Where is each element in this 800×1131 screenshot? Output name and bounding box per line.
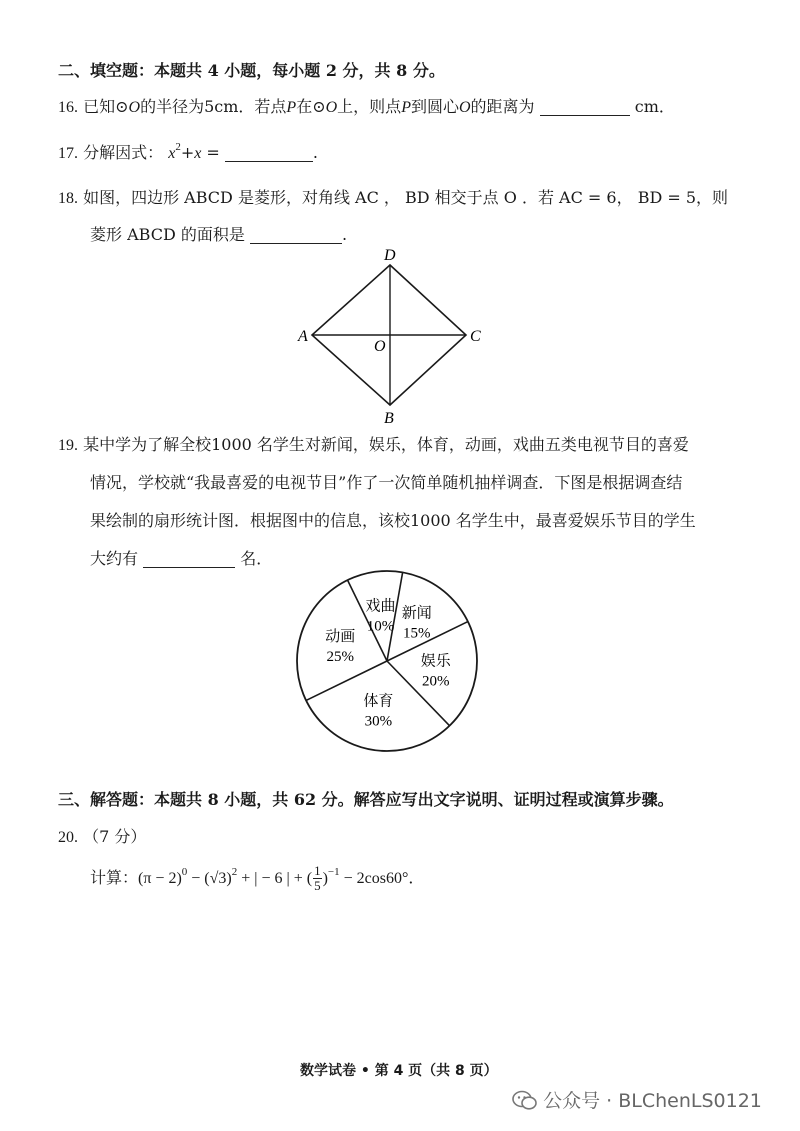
wechat-icon bbox=[512, 1089, 538, 1111]
q16-var-o: O bbox=[128, 99, 141, 116]
pie-chart bbox=[290, 564, 484, 758]
pie-value-label: 20% bbox=[421, 673, 450, 690]
q17-equals: = bbox=[201, 143, 220, 162]
q20-term-3: + | − 6 | + ( bbox=[237, 870, 313, 887]
pie-value-label: 30% bbox=[364, 713, 393, 730]
q17-prefix: 分解因式： bbox=[83, 143, 164, 162]
question-19-line-3: 果绘制的扇形统计图．根据图中的信息，该校1000 名学生中，最喜爱娱乐节目的学生 bbox=[90, 511, 696, 530]
pie-category-label: 动画 bbox=[325, 628, 356, 645]
q20-exp-2: 2 bbox=[231, 866, 238, 878]
question-19-line-4 bbox=[90, 546, 272, 569]
question-16 bbox=[58, 94, 675, 117]
question-19-line-2: 情况，学校就“我最喜爱的电视节目”作了一次简单随机抽样调查．下图是根据调查结 bbox=[90, 473, 683, 492]
q16-text-2: 的半径为5cm．若点 bbox=[140, 97, 287, 116]
section-2-heading: 二、填空题：本题共 4 小题，每小题 2 分，共 8 分。 bbox=[58, 61, 445, 80]
q20-prefix: 计算： bbox=[90, 868, 139, 887]
q16-text-5: 到圆心 bbox=[410, 97, 459, 116]
q20-fraction bbox=[313, 864, 322, 893]
q16-text-4: 上，则点 bbox=[337, 97, 402, 116]
question-19-number: 19. bbox=[58, 437, 78, 454]
q20-points: （7 分） bbox=[83, 827, 147, 846]
pie-value-label: 25% bbox=[326, 648, 354, 665]
question-20-header bbox=[58, 824, 146, 847]
answer-blank[interactable] bbox=[225, 143, 313, 162]
q16-unit: cm． bbox=[634, 97, 675, 116]
q17-plus: + bbox=[180, 143, 195, 162]
q19-text-1: 某中学为了解全校1000 名学生对新闻，娱乐，体育，动画，戏曲五类电视节目的喜爱 bbox=[83, 435, 689, 454]
question-16-number: 16. bbox=[58, 99, 78, 116]
question-19-line-1 bbox=[58, 432, 689, 455]
section-3-heading: 三、解答题：本题共 8 小题，共 62 分。解答应写出文字说明、证明过程或演算步骤。 bbox=[58, 790, 674, 809]
q16-var-o: O bbox=[458, 99, 471, 116]
q18-text-1: 如图，四边形 ABCD 是菱形，对角线 AC ， BD 相交于点 O ．若 AC = 6， BD = 5，则 bbox=[83, 188, 729, 207]
question-20-expression bbox=[90, 864, 424, 893]
question-20-number: 20. bbox=[58, 829, 78, 846]
pie-slice-boundary bbox=[387, 661, 450, 726]
question-18-line-1 bbox=[58, 185, 728, 208]
q20-exp-1: 0 bbox=[181, 866, 188, 878]
pie-category-label: 娱乐 bbox=[420, 653, 451, 670]
answer-blank[interactable] bbox=[143, 549, 235, 568]
pie-category-label: 戏曲 bbox=[365, 598, 396, 615]
fraction-numerator: 1 bbox=[314, 863, 321, 878]
question-18-line-2 bbox=[90, 222, 347, 245]
q19-text-4: 大约有 bbox=[90, 549, 139, 568]
label-a: A bbox=[298, 328, 308, 345]
q20-term-1: (π − 2) bbox=[138, 870, 182, 887]
q16-text-6: 的距离为 bbox=[470, 97, 535, 116]
answer-blank[interactable] bbox=[250, 225, 342, 244]
pie-category-label: 新闻 bbox=[401, 605, 432, 622]
pie-category-label: 体育 bbox=[363, 693, 394, 710]
q19-end: 名． bbox=[240, 549, 273, 568]
q17-exponent: 2 bbox=[175, 141, 181, 153]
watermark-text: 公众号 · BLChenLS0121 bbox=[543, 1090, 762, 1112]
q17-var-x: x bbox=[194, 145, 202, 162]
q20-term-4: ) bbox=[322, 870, 328, 887]
q20-term-5: − 2cos60°． bbox=[339, 870, 425, 887]
q16-var-p: P bbox=[286, 99, 297, 116]
question-18-number: 18. bbox=[58, 190, 78, 207]
q17-var-x: x bbox=[168, 145, 176, 162]
watermark bbox=[512, 1086, 762, 1113]
label-o: O bbox=[374, 338, 386, 355]
pie-slice-boundary bbox=[387, 572, 403, 661]
answer-blank[interactable] bbox=[540, 97, 630, 116]
page-footer: 数学试卷 • 第 4 页（共 8 页） bbox=[300, 1063, 498, 1079]
label-c: C bbox=[470, 328, 481, 345]
q18-text-2: 菱形 ABCD 的面积是 bbox=[90, 225, 245, 244]
q16-var-p: P bbox=[401, 99, 411, 116]
pie-value-label: 15% bbox=[403, 625, 431, 642]
pie-value-label: 10% bbox=[366, 618, 395, 635]
q16-text-1: 已知⊙ bbox=[83, 97, 129, 116]
fraction-denominator: 5 bbox=[314, 878, 321, 893]
q20-term-2: − (√3) bbox=[187, 870, 232, 887]
q16-text-3: 在⊙ bbox=[296, 97, 326, 116]
rhombus-diagram bbox=[290, 245, 500, 425]
q16-var-o: O bbox=[325, 99, 338, 116]
q17-end: . bbox=[312, 143, 319, 162]
q18-end: . bbox=[341, 225, 348, 244]
q20-exp-4: −1 bbox=[327, 866, 340, 878]
label-b: B bbox=[384, 410, 394, 425]
question-17-number: 17. bbox=[58, 145, 78, 162]
question-17 bbox=[58, 140, 318, 163]
label-d: D bbox=[384, 247, 396, 264]
